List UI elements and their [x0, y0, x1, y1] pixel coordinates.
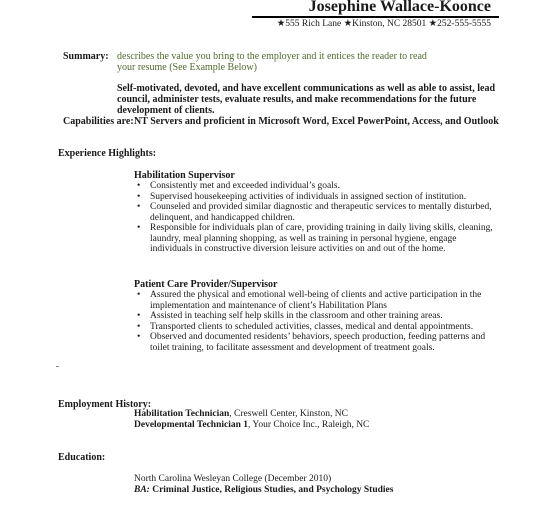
employment-entry: Habilitation Technician, Creswell Center, Kinston, NC [134, 409, 348, 419]
bullet-item: • Assured the physical and emotional well-being of clients and active participation in the implementation and maintenance of client’s Habilitation Plans [134, 290, 485, 311]
employment-label: Employment History: [58, 399, 152, 410]
job-title: Patient Care Provider/Supervisor [134, 279, 278, 290]
summary-hint-line-1: describes the value you bring to the employer and it entices the reader to read [117, 51, 427, 62]
bullet-item: • Supervised housekeeping activities of individuals in assigned section of institution. [134, 192, 493, 203]
capabilities-label: Capabilities are: [63, 116, 134, 127]
summary-hint-line-2: your resume (See Example Below) [117, 62, 257, 73]
summary-text-line-2: council, administer tests, evaluate results, and make recommendations for the future [117, 94, 477, 105]
job-bullets [134, 181, 493, 255]
margin-mark [56, 366, 59, 367]
job-title: Habilitation Supervisor [134, 170, 235, 181]
bullet-item: • Counseled and provided similar diagnostic and therapeutic services to mentally disturbed, delinquent, and handicapped children. [134, 202, 493, 223]
contact-line: ★555 Rich Lane ★Kinston, NC 28501 ★252-555-5555 [276, 19, 491, 29]
job-bullets [134, 290, 485, 353]
bullet-item: • Transported clients to scheduled activities, classes, medical and dental appointments. [134, 322, 485, 333]
summary-text-line-1: Self-motivated, devoted, and have excellent communications as well as able to assist, lead [117, 83, 496, 94]
bullet-item: • Assisted in teaching self help skills in the classroom and other training areas. [134, 311, 485, 322]
education-label: Education: [58, 452, 106, 463]
capabilities-text: NT Servers and proficient in Microsoft Word, Excel PowerPoint, Access, and Outlook [134, 116, 499, 127]
education-degree: BA: Criminal Justice, Religious Studies, and Psychology Studies [134, 485, 394, 495]
bullet-item: • Consistently met and exceeded individual’s goals. [134, 181, 493, 192]
bullet-item: • Responsible for individuals plan of care, providing training in daily living skills, cleaning, laundry, meal planning shopping, as well as training in personal hygiene, engage individuals in constructive diversion leisure activities on and out of the home. [134, 223, 493, 255]
experience-label: Experience Highlights: [58, 148, 157, 159]
education-school: North Carolina Wesleyan College (December 2010) [134, 474, 332, 484]
summary-label: Summary: [63, 51, 109, 62]
summary-text-line-3: development of clients. [117, 105, 215, 116]
bullet-item: • Observed and documented residents’ behaviors, speech production, feeding patterns and toilet training, to facilitate assessment and development of treatment goals. [134, 332, 485, 353]
resume-name: Josephine Wallace-Koonce [308, 0, 491, 15]
employment-entry: Developmental Technician 1, Your Choice Inc., Raleigh, NC [134, 420, 370, 430]
